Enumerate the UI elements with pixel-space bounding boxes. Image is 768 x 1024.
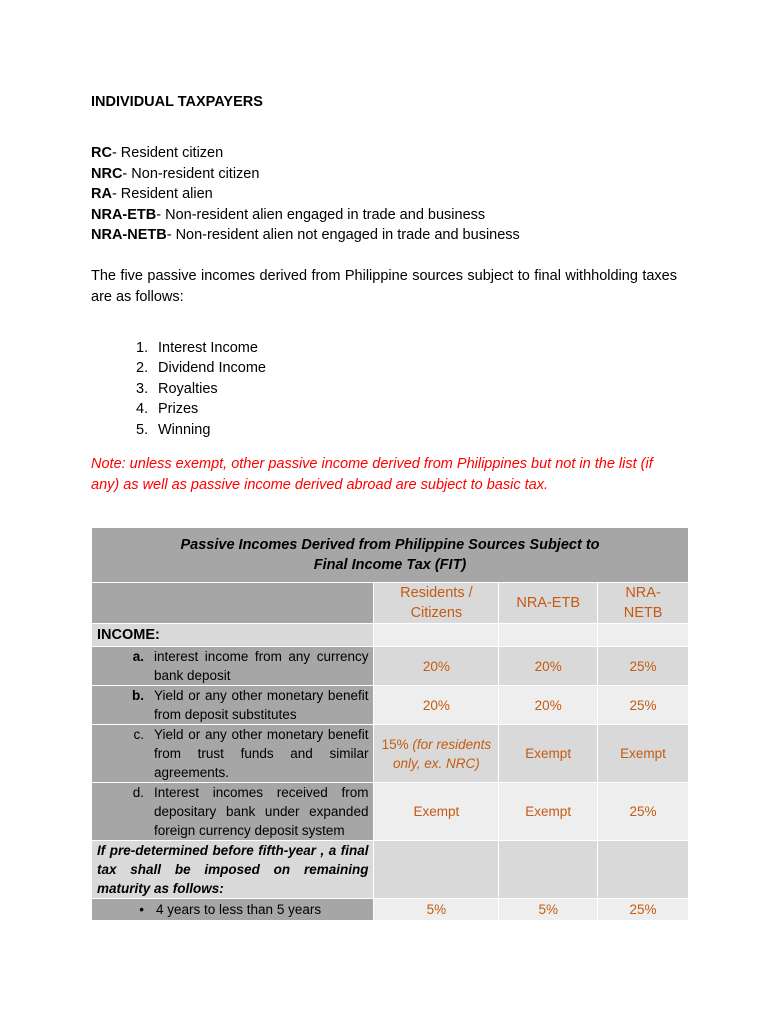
table-row bbox=[92, 647, 689, 686]
row-description: b. Yield or any other monetary benefit from deposit substitutes bbox=[92, 686, 374, 725]
header-nra-etb: NRA-ETB bbox=[499, 583, 598, 624]
table-row bbox=[92, 686, 689, 725]
table-row bbox=[92, 725, 689, 783]
value-residents: Exempt bbox=[374, 783, 499, 841]
header-nra-netb: NRA- NETB bbox=[598, 583, 689, 624]
note-paragraph: Note: unless exempt, other passive income derived from Philippines but not in the list (if any) as well as passive income derived abroad are subject to basic tax. bbox=[91, 456, 653, 493]
value-nra-netb: Exempt bbox=[598, 725, 689, 783]
predetermined-row bbox=[92, 841, 689, 899]
value-nra-etb: 20% bbox=[499, 647, 598, 686]
intro-paragraph: The five passive incomes derived from Philippine sources subject to final withholding taxes are as follows: bbox=[91, 267, 677, 305]
abbreviation-item: NRA-ETB- Non-resident alien engaged in trade and business bbox=[91, 206, 486, 223]
list-item: 4. Prizes bbox=[136, 401, 199, 417]
bullet-icon: • bbox=[139, 902, 144, 917]
income-label-row bbox=[92, 624, 689, 647]
value-nra-netb: 25% bbox=[598, 647, 689, 686]
table-row bbox=[92, 783, 689, 841]
value-nra-netb: 25% bbox=[598, 783, 689, 841]
value-nra-netb: 25% bbox=[598, 899, 689, 921]
abbreviation-item: RC- Resident citizen bbox=[91, 145, 224, 161]
value-residents: 20% bbox=[374, 686, 499, 725]
abbreviation-item: NRC- Non-resident citizen bbox=[91, 165, 260, 182]
passive-income-list bbox=[91, 338, 677, 441]
value-nra-etb: Exempt bbox=[499, 783, 598, 841]
list-item: 2. Dividend Income bbox=[136, 360, 266, 376]
abbreviation-item: RA- Resident alien bbox=[91, 186, 213, 202]
table-title-row bbox=[92, 528, 689, 583]
row-description: a. interest income from any currency bank deposit bbox=[92, 647, 374, 686]
page-title: INDIVIDUAL TAXPAYERS bbox=[91, 94, 263, 110]
value-residents: 15% (for residents only, ex. NRC) bbox=[374, 725, 499, 783]
list-item: 1. Interest Income bbox=[136, 339, 258, 356]
list-item: 5. Winning bbox=[136, 421, 211, 438]
value-nra-netb: 25% bbox=[598, 686, 689, 725]
value-residents: 20% bbox=[374, 647, 499, 686]
abbreviation-list bbox=[91, 143, 677, 246]
abbreviation-item: NRA-NETB- Non-resident alien not engaged in trade and business bbox=[91, 227, 520, 243]
value-nra-etb: 5% bbox=[499, 899, 598, 921]
table-header-row bbox=[92, 583, 689, 624]
fit-table bbox=[91, 527, 689, 921]
value-nra-etb: Exempt bbox=[499, 725, 598, 783]
row-description: d. Interest incomes received from depositary bank under expanded foreign currency deposit system bbox=[92, 783, 374, 841]
header-residents-citizens: Residents / Citizens bbox=[374, 583, 499, 624]
header-blank bbox=[92, 583, 374, 624]
row-description: • 4 years to less than 5 years bbox=[92, 899, 374, 921]
value-nra-etb: 20% bbox=[499, 686, 598, 725]
document-body bbox=[91, 92, 677, 495]
list-item: 3. Royalties bbox=[136, 380, 218, 397]
row-description: c. Yield or any other monetary benefit from trust funds and similar agreements. bbox=[92, 725, 374, 783]
table-title: Passive Incomes Derived from Philippine Sources Subject to Final Income Tax (FIT) bbox=[92, 528, 689, 583]
value-residents: 5% bbox=[374, 899, 499, 921]
income-label: INCOME: bbox=[92, 624, 374, 647]
table-row bbox=[92, 899, 689, 921]
predetermined-label: If pre-determined before fifth-year , a final tax shall be imposed on remaining maturity as follows: bbox=[92, 841, 374, 899]
